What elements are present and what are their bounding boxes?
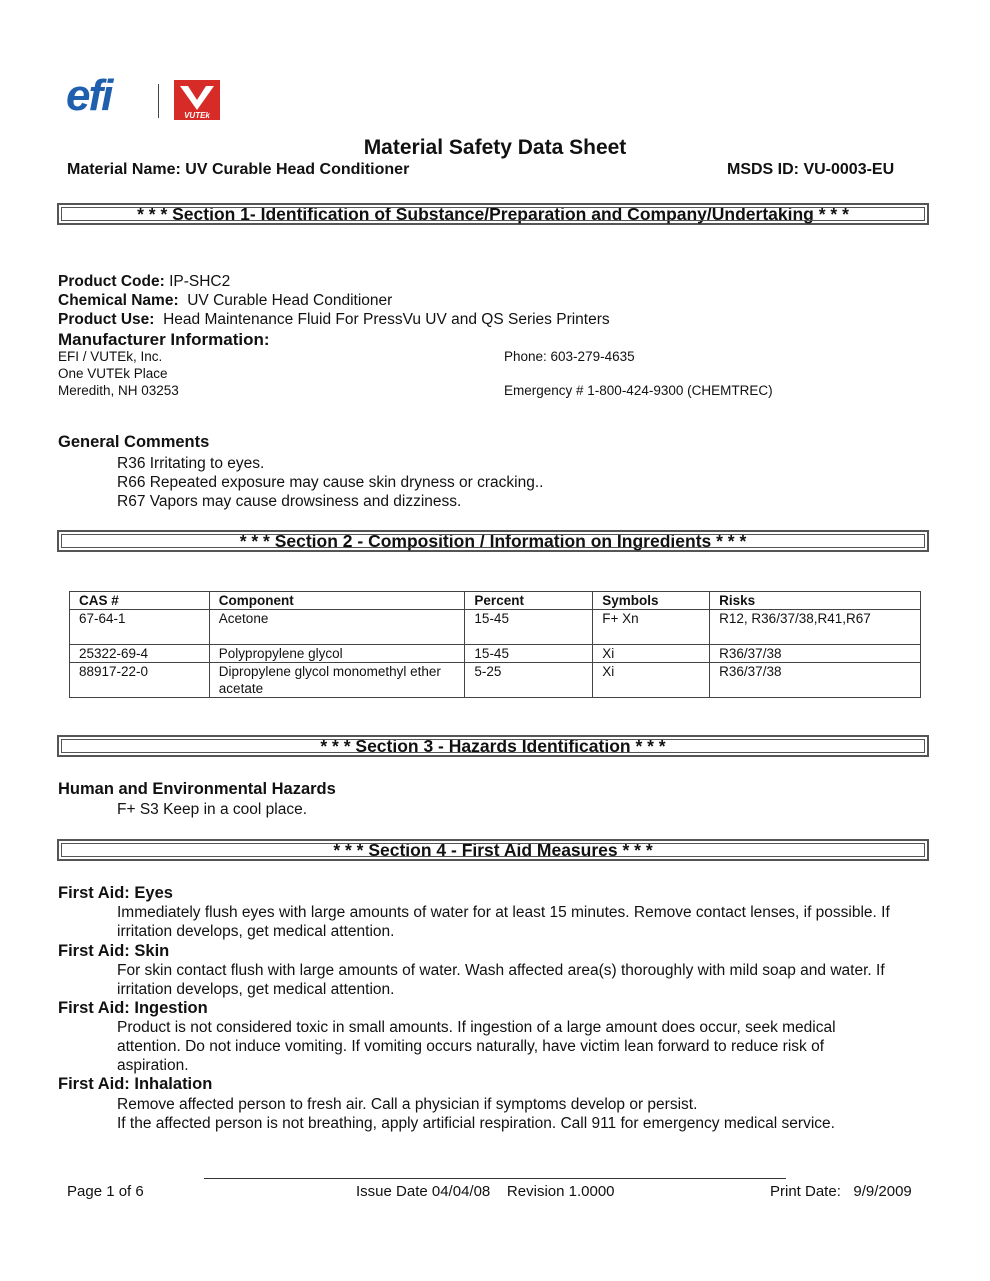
first-aid-inhalation-text-2: If the affected person is not breathing, apply artificial respiration. Call 911 for emergency medical service. xyxy=(117,1115,835,1132)
chemical-name-line xyxy=(58,292,392,310)
document-title: Material Safety Data Sheet xyxy=(363,136,627,159)
product-use-line xyxy=(58,311,610,329)
table-row xyxy=(70,645,921,663)
first-aid-skin-heading: First Aid: Skin xyxy=(58,942,170,960)
phone-number: Phone: 603-279-4635 xyxy=(504,349,635,364)
table-header-row xyxy=(70,592,921,610)
first-aid-eyes-heading: First Aid: Eyes xyxy=(58,884,173,902)
general-comments-heading: General Comments xyxy=(58,433,210,451)
table-cell: Xi xyxy=(593,663,710,698)
section-3-title: * * * Section 3 - Hazards Identification * * * xyxy=(57,735,929,757)
table-cell: Xi xyxy=(593,645,710,663)
first-aid-ingestion-text: Product is not considered toxic in small amounts. If ingestion of a large amount does occur, seek medical attention. Do not induce vomiting. If vomiting occurs naturally, have victim lean forward to reduce risk of aspiration. xyxy=(117,1019,836,1074)
comment-r66: R66 Repeated exposure may cause skin dryness or cracking.. xyxy=(117,474,544,491)
section-1-title: * * * Section 1- Identification of Substance/Preparation and Company/Undertaking * * * xyxy=(57,203,929,225)
section-4-title: * * * Section 4 - First Aid Measures * * * xyxy=(57,839,929,861)
chemical-name-label: Chemical Name: xyxy=(58,292,179,309)
material-name: Material Name: UV Curable Head Conditioner xyxy=(67,161,410,178)
table-cell: 88917-22-0 xyxy=(70,663,210,698)
table-cell: Polypropylene glycol xyxy=(209,645,465,663)
table-cell: Acetone xyxy=(209,610,465,645)
table-cell: R12, R36/37/38,R41,R67 xyxy=(710,610,921,645)
table-cell: F+ Xn xyxy=(593,610,710,645)
product-use-value: Head Maintenance Fluid For PressVu UV and QS Series Printers xyxy=(163,311,610,328)
hazards-heading: Human and Environmental Hazards xyxy=(58,780,336,798)
first-aid-ingestion-heading: First Aid: Ingestion xyxy=(58,999,208,1017)
table-cell: 67-64-1 xyxy=(70,610,210,645)
manufacturer-heading: Manufacturer Information: xyxy=(58,330,270,349)
table-cell: R36/37/38 xyxy=(710,663,921,698)
emergency-number: Emergency # 1-800-424-9300 (CHEMTREC) xyxy=(504,383,773,398)
comment-r67: R67 Vapors may cause drowsiness and dizziness. xyxy=(117,493,462,510)
msds-id: MSDS ID: VU-0003-EU xyxy=(727,161,895,178)
table-cell: 15-45 xyxy=(465,610,593,645)
vutek-logo-text: VUTEk xyxy=(184,111,210,120)
product-use-label: Product Use: xyxy=(58,311,155,328)
issue-revision: Issue Date 04/04/08 Revision 1.0000 xyxy=(356,1183,615,1200)
address-line-1: EFI / VUTEk, Inc. xyxy=(58,349,163,364)
column-header: Risks xyxy=(710,592,921,610)
table-cell: Dipropylene glycol monomethyl ether acetate xyxy=(209,663,465,698)
first-aid-inhalation-text-1: Remove affected person to fresh air. Call a physician if symptoms develop or persist. xyxy=(117,1096,698,1113)
hazards-text: F+ S3 Keep in a cool place. xyxy=(117,801,307,818)
column-header: Component xyxy=(209,592,465,610)
page-number: Page 1 of 6 xyxy=(67,1183,144,1200)
product-code-value: IP-SHC2 xyxy=(169,273,231,290)
table-row xyxy=(70,663,921,698)
first-aid-skin-text: For skin contact flush with large amounts of water. Wash affected area(s) thoroughly with mild soap and water. If irritation develops, get medical attention. xyxy=(117,962,885,998)
print-date: Print Date: 9/9/2009 xyxy=(770,1183,912,1200)
first-aid-inhalation-heading: First Aid: Inhalation xyxy=(58,1075,213,1093)
section-2-title: * * * Section 2 - Composition / Information on Ingredients * * * xyxy=(57,530,929,552)
vutek-logo xyxy=(174,80,220,120)
column-header: Percent xyxy=(465,592,593,610)
table-cell: 5-25 xyxy=(465,663,593,698)
comment-r36: R36 Irritating to eyes. xyxy=(117,455,265,472)
first-aid-eyes-text: Immediately flush eyes with large amounts of water for at least 15 minutes. Remove contact lenses, if possible. If irritation develops, get medical attention. xyxy=(117,904,890,940)
product-code-label: Product Code: xyxy=(58,273,165,290)
table-cell: R36/37/38 xyxy=(710,645,921,663)
logo-divider xyxy=(158,84,159,118)
address-line-3: Meredith, NH 03253 xyxy=(58,383,179,398)
ingredients-table xyxy=(69,591,921,698)
column-header: CAS # xyxy=(70,592,210,610)
table-cell: 25322-69-4 xyxy=(70,645,210,663)
footer-divider xyxy=(204,1178,786,1179)
table-cell: 15-45 xyxy=(465,645,593,663)
product-code-line xyxy=(58,273,230,291)
column-header: Symbols xyxy=(593,592,710,610)
table-row xyxy=(70,610,921,645)
efi-logo: efi xyxy=(66,71,112,120)
address-line-2: One VUTEk Place xyxy=(58,366,168,381)
chemical-name-value: UV Curable Head Conditioner xyxy=(187,292,393,309)
